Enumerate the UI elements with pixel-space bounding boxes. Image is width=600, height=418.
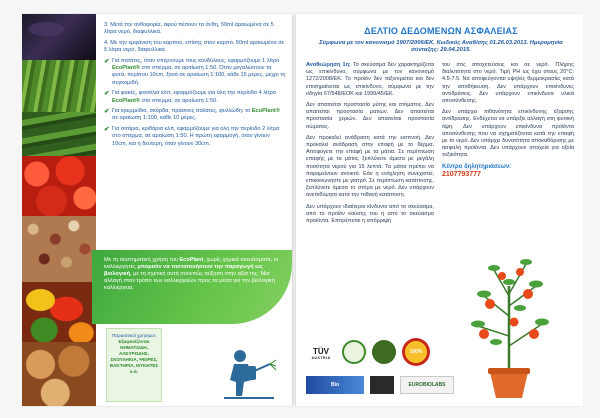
- regulation-subtitle: Σύμφωνα με τον κανονισμό 1907/2006/ΕΚ, Κωδικός Αναθ/σης 01.26.03.2013. Ημερομηνία σύνταξης: 29.04.2015.: [319, 40, 563, 54]
- check-icon: ✔: [104, 90, 110, 98]
- organic-certification-callout: Με τη συστηματική χρήση του EcoPlant, χωρίς χημικά σκευάσματα, οι καλλιεργητές μπορούν να πιστοποιήσουν την παραγωγή ως βιολογική, με τη σχετική αυτή συνεπώς αύξηση στην αξία της. Μια αλλαγή στον τρόπο των καλλιεργειών προς τα μέσα για την βιολογική καλλιέργεια.: [92, 250, 292, 324]
- instruction-potatoes: ✔ Για πατάτες, όταν σπέρνουμε τους κονδύλους, εφαρμόζουμε 1 λίτρο EcoPlant® στο σπέρμα, σε αραίωση 1:50. Όταν μεγαλώσουν τα φυτά, περίπου 10cm, ξανά σε αραίωση 1:100, κάθε 15 μέρες, μέχρι τη συγκομιδή.: [104, 57, 286, 86]
- partner-logo: [370, 376, 394, 394]
- safety-paragraph: Δεν υπάρχει πιθανότητα επικίνδυνης έξαρσης αντίδρασης. Ενδέχεται να υπάρξει αλλαγή στη φυσική όψη. Δεν υπάρχουν επικίνδυνα προϊόντα αποσύνθεσης που να σχηματίζονται κατά την επαφή με το νερό. Δεν υπάρχει δυνατότητα αποκαθόρισης με ασφαλή προϊόντα. Δεν υπάρχουν στοιχεία για οξεία τοξικότητα.: [442, 109, 574, 159]
- pests-info-box: [106, 328, 162, 402]
- organic-seal-logo: [372, 340, 396, 364]
- peppers-photo: [22, 282, 96, 342]
- certification-seal-logo: [342, 340, 366, 364]
- safety-paragraph: του στις αποχετεύσεις και σε νερό. Πλήρης διαλυτότητα στο νερό. Τιμή PH ως έχει στους 20°C: 4.5-7.5. Να αποφεύγονται υψηλές θερμοκρασίες κατά την αποθήκευση. Δεν υπάρχουν επικίνδυνες αντιδράσεις. Δεν υπάρχουν επικίνδυνα υλικά αποσύνθεσης.: [442, 62, 574, 105]
- safety-paragraph: Δεν απαιτείται προστασία μύτης και στόματος. Δεν απαιτείται προστασία ματιών. Δεν απαιτείται προστασία χεριών. Δεν απαιτείται προστασία σώματος.: [306, 102, 434, 130]
- brochure-left-page: [22, 14, 292, 406]
- farmer-sprayer-icon: [218, 346, 278, 402]
- check-icon: ✔: [104, 57, 110, 65]
- instruction-legumes: ✔ Για φακές, φασόλια κλπ, εφαρμόζουμε για όλη την περίοδο 4 λίτρα EcoPlant® στο σπέρμα, σε αραίωση 1:50.: [104, 90, 276, 104]
- green-beans-photo: [22, 60, 96, 112]
- pests-info-title: Παρασιτικοί χρησιμοι:: [112, 333, 156, 338]
- eurobiolabs-logo: EUROBIOLABS: [400, 376, 454, 394]
- tomato-tree-icon: [454, 246, 564, 402]
- safety-paragraph: Αναθεώρηση 1η: Το σκεύασμα δεν χαρακτηρίζεται ως επικίνδυνο, σύμφωνα με τον κανονισμό 1272/2008/ΕΚ. Το προϊόν δεν ταξινομείται και δεν επισημαίνεται ως επικίνδυνο, σύμφωνα με την οδηγία 67/548/ΕΟΚ και 1999/45/ΕΚ.: [306, 62, 434, 97]
- instruction-item: 3. Μετά την ανθοφορία, αφού πέσουν τα άνθη, 50ml αραιωμένα σε 5 λίτρα νερό, διαφυλλικά.: [104, 22, 274, 36]
- brochure-right-page: [296, 14, 583, 406]
- brand-name: EcoPlant®: [112, 97, 141, 104]
- pests-info-body: Εξαφανίζονται ΝΗΜΑΤΩΔΗ, ΑΛΕΥΡΩΔΗΣ, ΣΚΟΥΛΗΚΙΑ, ΨΕΙΡΕΣ, ΒΑΚΤΗΡΙΑ, ΜΥΚΗΤΕΣ κ.ά.: [109, 339, 159, 374]
- tuv-logo: TÜV AUSTRIA: [311, 346, 331, 360]
- quality-badge-logo: 100%: [402, 338, 430, 366]
- safety-paragraph: Δεν προκαλεί ανάδραση κατά την εισπνοή. Δεν προκαλεί ανάδραση στην επαφή με το δέρμα. Αποφύγετε την επαφή με τα μάτια. Σε περίπτωση επαφής με τα μάτια, ξεπλύνετε άμεσα με μεγάλη ποσότητα νερού για 15 λεπτά. Τα μάτια πρέπει να παραμείνουν ανοικτά. Εάν η ενόχληση συνεχιστεί, επικοινωνήστε με γιατρό. Σε περίπτωση κατάποσης, ξεπλύνετε άμεσα το στόμα με νερό. Δεν υπάρχουν ανεπιθύμητα κατά την πιθανή κατάποση.: [306, 134, 434, 199]
- safety-text-column-right: [442, 62, 574, 178]
- safety-text-column-left: [306, 62, 434, 229]
- certification-logos: [306, 338, 456, 402]
- instruction-item: 4. Με την εμφάνιση του καρπού, επίσης στον καρπό, 50ml αραιωμένα σε 5 λίτρα νερό, διαφυλλικά.: [104, 39, 285, 54]
- tomatoes-photo: [22, 156, 96, 216]
- check-icon: ✔: [104, 108, 110, 116]
- safety-paragraph: Δεν υπάρχουν ιδιαίτεροι κίνδυνοι από το σκεύασμα, από το προϊόν καύσης του ή από το σκεύασμα προϊόντα. Επιτρέπεται η απόρριψη: [306, 203, 434, 225]
- dry-beans-photo: [22, 216, 96, 282]
- check-icon: ✔: [104, 125, 110, 133]
- poison-center-phone: 2107793777: [442, 170, 481, 178]
- brand-name: EcoPlant®: [112, 65, 141, 72]
- onions-photo: [22, 342, 96, 406]
- application-instructions: [104, 22, 286, 151]
- bio-logo: Bio: [306, 376, 364, 394]
- brand-name: EcoPlant®: [251, 108, 280, 115]
- page-title: ΔΕΛΤΙΟ ΔΕΔΟΜΕΝΩΝ ΑΣΦΑΛΕΙΑΣ: [364, 26, 518, 36]
- cucumber-photo: [22, 112, 96, 156]
- vegetable-photo-strip: [22, 14, 96, 406]
- eggplant-photo: [22, 14, 96, 60]
- instruction-onions: ✔ Για κρεμμύδια, σκόρδα, πράσινες σαλάτες, φυλλώδη: το EcoPlant® σε αραίωση 1:100, κάθε 10 μέρες.: [104, 108, 280, 122]
- instruction-cereals: ✔ Για σιτάρια, κριθάρια κλπ, εφαρμόζουμε για όλη την περίοδο 2 λίτρα στο σπέρμα, σε αραίωση 1:50. Η πρώτη εφαρμογή, όταν γίνουν 10cm, και η δεύτερη, όταν γίνουν 30cm.: [104, 125, 280, 147]
- poison-center-label: Κέντρο δηλητηριάσεων:: [442, 163, 512, 170]
